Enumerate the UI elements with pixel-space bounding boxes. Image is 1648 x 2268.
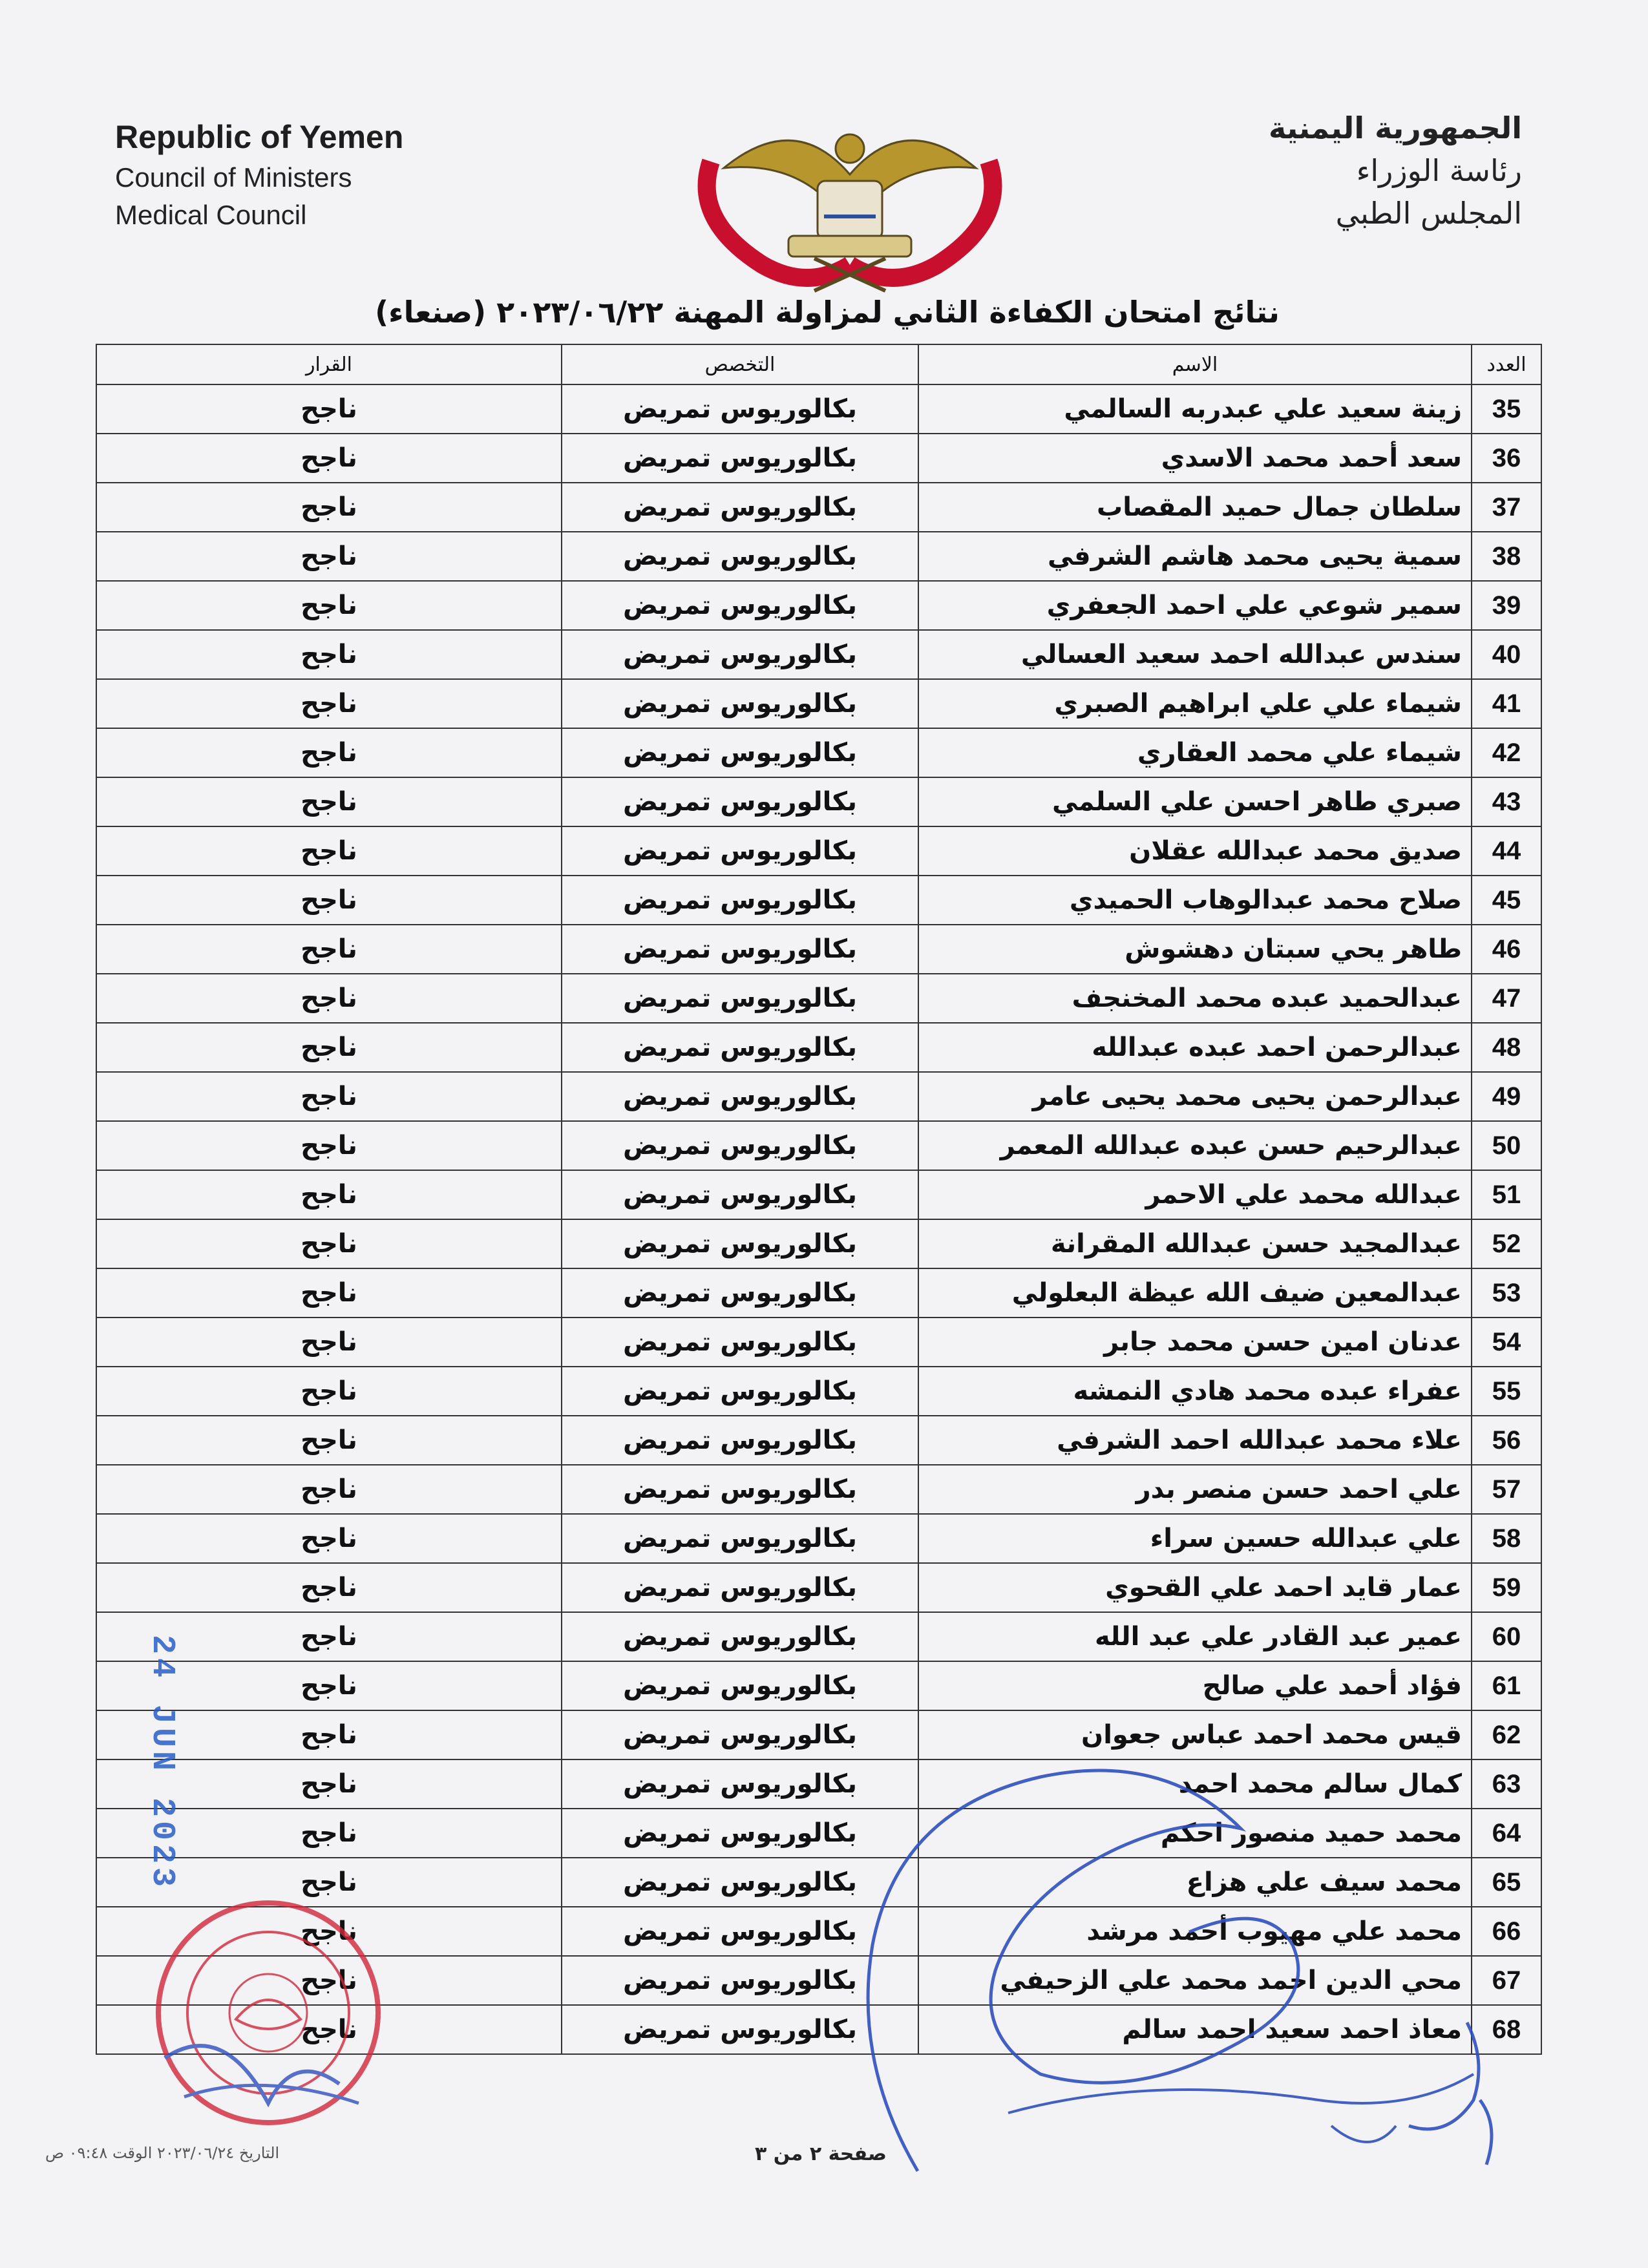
row-number: 54 xyxy=(1472,1318,1541,1367)
table-row xyxy=(96,1121,1541,1170)
row-number: 63 xyxy=(1472,1759,1541,1809)
row-name: علي عبدالله حسين سراء xyxy=(918,1514,1472,1563)
row-result: ناجح xyxy=(96,1661,562,1710)
row-specialty: بكالوريوس تمريض xyxy=(562,2005,918,2054)
row-specialty: بكالوريوس تمريض xyxy=(562,1907,918,1956)
row-number: 46 xyxy=(1472,925,1541,974)
header-en-medical: Medical Council xyxy=(115,200,307,230)
row-number: 64 xyxy=(1472,1809,1541,1858)
row-name: عبدالمجيد حسن عبدالله المقرانة xyxy=(918,1219,1472,1268)
row-name: عفراء عبده محمد هادي النمشه xyxy=(918,1367,1472,1416)
row-number: 55 xyxy=(1472,1367,1541,1416)
table-row xyxy=(96,876,1541,925)
row-number: 40 xyxy=(1472,630,1541,679)
row-result: ناجح xyxy=(96,1416,562,1465)
page-number: صفحة ٢ من ٣ xyxy=(755,2143,887,2165)
row-name: محمد سيف علي هزاع xyxy=(918,1858,1472,1907)
row-specialty: بكالوريوس تمريض xyxy=(562,1563,918,1612)
row-specialty: بكالوريوس تمريض xyxy=(562,1170,918,1219)
table-row xyxy=(96,1661,1541,1710)
table-row xyxy=(96,728,1541,777)
row-result: ناجح xyxy=(96,1563,562,1612)
row-result: ناجح xyxy=(96,1023,562,1072)
row-specialty: بكالوريوس تمريض xyxy=(562,483,918,532)
row-name: معاذ احمد سعيد احمد سالم xyxy=(918,2005,1472,2054)
row-result: ناجح xyxy=(96,777,562,826)
row-result: ناجح xyxy=(96,1514,562,1563)
row-specialty: بكالوريوس تمريض xyxy=(562,777,918,826)
table-row xyxy=(96,434,1541,483)
header-ar-council: رئاسة الوزراء xyxy=(1356,153,1522,188)
row-result: ناجح xyxy=(96,2005,562,2054)
row-specialty: بكالوريوس تمريض xyxy=(562,434,918,483)
document-title: نتائج امتحان الكفاءة الثاني لمزاولة المهنة ٢٠٢٣/٠٦/٢٢ (صنعاء) xyxy=(375,295,1280,330)
row-specialty: بكالوريوس تمريض xyxy=(562,1514,918,1563)
row-result: ناجح xyxy=(96,384,562,434)
row-result: ناجح xyxy=(96,1956,562,2005)
row-name: فؤاد أحمد علي صالح xyxy=(918,1661,1472,1710)
row-number: 62 xyxy=(1472,1710,1541,1759)
row-name: عبدالحميد عبده محمد المخنجف xyxy=(918,974,1472,1023)
row-result: ناجح xyxy=(96,483,562,532)
row-name: محي الدين احمد محمد علي الزحيفي xyxy=(918,1956,1472,2005)
table-row xyxy=(96,483,1541,532)
row-specialty: بكالوريوس تمريض xyxy=(562,1072,918,1121)
row-number: 45 xyxy=(1472,876,1541,925)
row-result: ناجح xyxy=(96,1809,562,1858)
row-number: 51 xyxy=(1472,1170,1541,1219)
row-number: 67 xyxy=(1472,1956,1541,2005)
row-number: 43 xyxy=(1472,777,1541,826)
row-number: 42 xyxy=(1472,728,1541,777)
row-number: 37 xyxy=(1472,483,1541,532)
row-result: ناجح xyxy=(96,1710,562,1759)
signature-icon xyxy=(827,1738,1570,2178)
row-result: ناجح xyxy=(96,532,562,581)
row-number: 53 xyxy=(1472,1268,1541,1318)
table-row xyxy=(96,1367,1541,1416)
row-specialty: بكالوريوس تمريض xyxy=(562,974,918,1023)
date-stamp: 24 JUN 2023 xyxy=(143,1635,180,1891)
row-name: محمد علي مهيوب أحمد مرشد xyxy=(918,1907,1472,1956)
row-number: 48 xyxy=(1472,1023,1541,1072)
row-result: ناجح xyxy=(96,1465,562,1514)
row-number: 61 xyxy=(1472,1661,1541,1710)
row-result: ناجح xyxy=(96,434,562,483)
table-row xyxy=(96,1268,1541,1318)
row-result: ناجح xyxy=(96,925,562,974)
row-name: صلاح محمد عبدالوهاب الحميدي xyxy=(918,876,1472,925)
row-name: سمير شوعي علي احمد الجعفري xyxy=(918,581,1472,630)
row-result: ناجح xyxy=(96,1219,562,1268)
row-name: عبدالله محمد علي الاحمر xyxy=(918,1170,1472,1219)
row-name: طاهر يحي سبتان دهشوش xyxy=(918,925,1472,974)
table-row xyxy=(96,1612,1541,1661)
row-result: ناجح xyxy=(96,1072,562,1121)
row-number: 60 xyxy=(1472,1612,1541,1661)
row-result: ناجح xyxy=(96,581,562,630)
table-row xyxy=(96,1514,1541,1563)
row-number: 57 xyxy=(1472,1465,1541,1514)
row-number: 52 xyxy=(1472,1219,1541,1268)
header-ar-country: الجمهورية اليمنية xyxy=(1268,110,1522,145)
row-number: 41 xyxy=(1472,679,1541,728)
row-name: عبدالرحمن يحيى محمد يحيى عامر xyxy=(918,1072,1472,1121)
header-english xyxy=(115,115,503,234)
row-name: سلطان جمال حميد المقصاب xyxy=(918,483,1472,532)
table-row xyxy=(96,974,1541,1023)
yemen-emblem-icon xyxy=(666,103,1034,297)
header-num: العدد xyxy=(1472,344,1541,384)
row-result: ناجح xyxy=(96,1907,562,1956)
table-row xyxy=(96,679,1541,728)
row-specialty: بكالوريوس تمريض xyxy=(562,1956,918,2005)
row-result: ناجح xyxy=(96,974,562,1023)
table-row xyxy=(96,1318,1541,1367)
row-specialty: بكالوريوس تمريض xyxy=(562,1219,918,1268)
row-result: ناجح xyxy=(96,826,562,876)
row-name: محمد حميد منصور احكم xyxy=(918,1809,1472,1858)
table-row xyxy=(96,532,1541,581)
table-row xyxy=(96,1416,1541,1465)
header-ar-medical: المجلس الطبي xyxy=(1335,196,1522,231)
row-result: ناجح xyxy=(96,1367,562,1416)
row-name: عبدالرحيم حسن عبده عبدالله المعمر xyxy=(918,1121,1472,1170)
table-row xyxy=(96,384,1541,434)
row-specialty: بكالوريوس تمريض xyxy=(562,1759,918,1809)
row-number: 68 xyxy=(1472,2005,1541,2054)
row-name: عبدالمعين ضيف الله عيظة البعلولي xyxy=(918,1268,1472,1318)
row-name: شيماء علي علي ابراهيم الصبري xyxy=(918,679,1472,728)
row-number: 66 xyxy=(1472,1907,1541,1956)
row-specialty: بكالوريوس تمريض xyxy=(562,1121,918,1170)
row-specialty: بكالوريوس تمريض xyxy=(562,728,918,777)
row-number: 58 xyxy=(1472,1514,1541,1563)
row-specialty: بكالوريوس تمريض xyxy=(562,1367,918,1416)
table-row xyxy=(96,1170,1541,1219)
header-arabic xyxy=(1134,107,1522,235)
row-name: عبدالرحمن احمد عبده عبدالله xyxy=(918,1023,1472,1072)
official-seal-icon xyxy=(145,1890,391,2136)
row-number: 36 xyxy=(1472,434,1541,483)
row-specialty: بكالوريوس تمريض xyxy=(562,630,918,679)
row-specialty: بكالوريوس تمريض xyxy=(562,1023,918,1072)
row-specialty: بكالوريوس تمريض xyxy=(562,581,918,630)
row-specialty: بكالوريوس تمريض xyxy=(562,1661,918,1710)
row-result: ناجح xyxy=(96,1170,562,1219)
table-row xyxy=(96,925,1541,974)
row-name: قيس محمد احمد عباس جعوان xyxy=(918,1710,1472,1759)
row-number: 39 xyxy=(1472,581,1541,630)
table-row xyxy=(96,1219,1541,1268)
row-name: سمية يحيى محمد هاشم الشرفي xyxy=(918,532,1472,581)
header-en-country: Republic of Yemen xyxy=(115,119,404,155)
row-result: ناجح xyxy=(96,1612,562,1661)
row-specialty: بكالوريوس تمريض xyxy=(562,925,918,974)
row-specialty: بكالوريوس تمريض xyxy=(562,532,918,581)
row-result: ناجح xyxy=(96,1858,562,1907)
table-row xyxy=(96,581,1541,630)
row-number: 50 xyxy=(1472,1121,1541,1170)
row-number: 35 xyxy=(1472,384,1541,434)
row-name: زينة سعيد علي عبدربه السالمي xyxy=(918,384,1472,434)
row-number: 49 xyxy=(1472,1072,1541,1121)
row-result: ناجح xyxy=(96,728,562,777)
row-name: صديق محمد عبدالله عقلان xyxy=(918,826,1472,876)
row-specialty: بكالوريوس تمريض xyxy=(562,1416,918,1465)
row-specialty: بكالوريوس تمريض xyxy=(562,384,918,434)
row-specialty: بكالوريوس تمريض xyxy=(562,876,918,925)
row-specialty: بكالوريوس تمريض xyxy=(562,826,918,876)
row-specialty: بكالوريوس تمريض xyxy=(562,1612,918,1661)
row-name: علي احمد حسن منصر بدر xyxy=(918,1465,1472,1514)
row-specialty: بكالوريوس تمريض xyxy=(562,1809,918,1858)
row-number: 59 xyxy=(1472,1563,1541,1612)
header-specialty: التخصص xyxy=(562,344,918,384)
table-header-row xyxy=(96,344,1541,384)
row-name: صبري طاهر احسن علي السلمي xyxy=(918,777,1472,826)
table-row xyxy=(96,630,1541,679)
row-result: ناجح xyxy=(96,1268,562,1318)
table-row xyxy=(96,1072,1541,1121)
row-specialty: بكالوريوس تمريض xyxy=(562,1710,918,1759)
row-result: ناجح xyxy=(96,1121,562,1170)
row-specialty: بكالوريوس تمريض xyxy=(562,679,918,728)
table-row xyxy=(96,1023,1541,1072)
row-number: 65 xyxy=(1472,1858,1541,1907)
row-name: عمير عبد القادر علي عبد الله xyxy=(918,1612,1472,1661)
row-specialty: بكالوريوس تمريض xyxy=(562,1858,918,1907)
row-result: ناجح xyxy=(96,1759,562,1809)
table-row xyxy=(96,1465,1541,1514)
row-name: سندس عبدالله احمد سعيد العسالي xyxy=(918,630,1472,679)
table-row xyxy=(96,1563,1541,1612)
header-result: القرار xyxy=(96,344,562,384)
row-result: ناجح xyxy=(96,876,562,925)
table-row xyxy=(96,777,1541,826)
row-result: ناجح xyxy=(96,679,562,728)
row-number: 44 xyxy=(1472,826,1541,876)
header-name: الاسم xyxy=(918,344,1472,384)
row-specialty: بكالوريوس تمريض xyxy=(562,1268,918,1318)
row-name: سعد أحمد محمد الاسدي xyxy=(918,434,1472,483)
row-name: علاء محمد عبدالله احمد الشرفي xyxy=(918,1416,1472,1465)
row-result: ناجح xyxy=(96,1318,562,1367)
row-name: عدنان امين حسن محمد جابر xyxy=(918,1318,1472,1367)
header-en-council: Council of Ministers xyxy=(115,162,352,193)
table-row xyxy=(96,826,1541,876)
row-specialty: بكالوريوس تمريض xyxy=(562,1465,918,1514)
row-number: 38 xyxy=(1472,532,1541,581)
row-number: 56 xyxy=(1472,1416,1541,1465)
row-result: ناجح xyxy=(96,630,562,679)
print-date: التاريخ ٢٠٢٣/٠٦/٢٤ الوقت ٠٩:٤٨ ص xyxy=(45,2144,280,2162)
row-name: عمار قايد احمد علي القحوي xyxy=(918,1563,1472,1612)
row-number: 47 xyxy=(1472,974,1541,1023)
row-specialty: بكالوريوس تمريض xyxy=(562,1318,918,1367)
row-name: شيماء علي محمد العقاري xyxy=(918,728,1472,777)
row-name: كمال سالم محمد احمد xyxy=(918,1759,1472,1809)
